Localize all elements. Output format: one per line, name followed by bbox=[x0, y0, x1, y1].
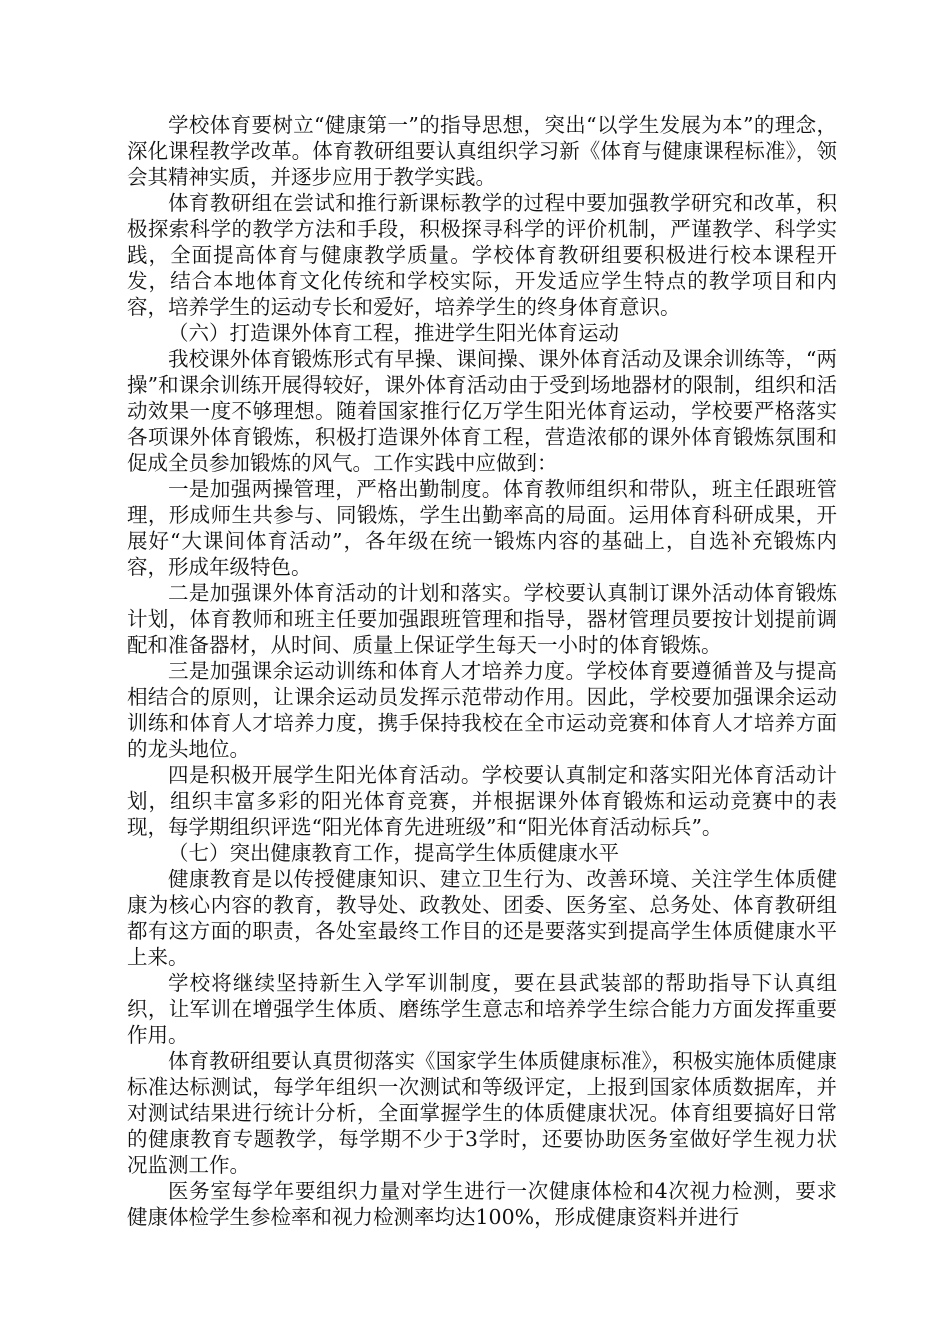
paragraph-health-education: 健康教育是以传授健康知识、建立卫生行为、改善环境、关注学生体质健康为核心内容的教育，教导处、政教处、团委、医务室、总务处、体育教研组都有这方面的职责，各处室最终工作目的还是要落实到提高学生体质健康水平上来。 bbox=[127, 867, 837, 969]
paragraph-curriculum-reform: 体育教研组在尝试和推行新课标教学的过程中要加强教学研究和改革，积极探索科学的教学方法和手段，积极探寻科学的评价机制，严谨教学、科学实践，全面提高体育与健康教学质量。学校体育教研组要积极进行校本课程开发，结合本地体育文化传统和学校实际，开发适应学生特点的教学项目和内容，培养学生的运动专长和爱好，培养学生的终身体育意识。 bbox=[127, 191, 837, 319]
paragraph-point-one: 一是加强两操管理，严格出勤制度。体育教师组织和带队，班主任跟班管理，形成师生共参与、同锻炼，学生出勤率高的局面。运用体育科研成果，开展好“大课间体育活动”，各年级在统一锻炼内容的基础上，自选补充锻炼内容，形成年级特色。 bbox=[127, 477, 837, 579]
paragraph-point-three: 三是加强课余运动训练和体育人才培养力度。学校体育要遵循普及与提高相结合的原则，让课余运动员发挥示范带动作用。因此，学校要加强课余运动训练和体育人才培养力度，携手保持我校在全市运动竞赛和体育人才培养方面的龙头地位。 bbox=[127, 659, 837, 761]
paragraph-medical-checkup: 医务室每学年要组织力量对学生进行一次健康体检和4次视力检测，要求健康体检学生参检率和视力检测率均达100%，形成健康资料并进行 bbox=[127, 1179, 837, 1229]
paragraph-extracurricular: 我校课外体育锻炼形式有早操、课间操、课外体育活动及课余训练等，“两操”和课余训练开展得较好，课外体育活动由于受到场地器材的限制，组织和活动效果一度不够理想。随着国家推行亿万学生阳光体育运动，学校要严格落实各项课外体育锻炼，积极打造课外体育工程，营造浓郁的课外体育锻炼氛围和促成全员参加锻炼的风气。工作实践中应做到： bbox=[127, 347, 837, 475]
section-heading-seven: （七）突出健康教育工作，提高学生体质健康水平 bbox=[168, 841, 619, 865]
paragraph-military-training: 学校将继续坚持新生入学军训制度，要在县武装部的帮助指导下认真组织，让军训在增强学生体质、磨练学生意志和培养学生综合能力方面发挥重要作用。 bbox=[127, 971, 837, 1047]
document-body bbox=[127, 112, 837, 1230]
paragraph-point-two: 二是加强课外体育活动的计划和落实。学校要认真制订课外活动体育锻炼计划，体育教师和班主任要加强跟班管理和指导，器材管理员要按计划提前调配和准备器材，从时间、质量上保证学生每天一小时的体育锻炼。 bbox=[127, 581, 837, 657]
paragraph-point-four: 四是积极开展学生阳光体育活动。学校要认真制定和落实阳光体育活动计划，组织丰富多彩的阳光体育竞赛，并根据课外体育锻炼和运动竞赛中的表现，每学期组织评选“阳光体育先进班级”和“阳光体育活动标兵”。 bbox=[127, 763, 837, 839]
paragraph-fitness-standard: 体育教研组要认真贯彻落实《国家学生体质健康标准》，积极实施体质健康标准达标测试，每学年组织一次测试和等级评定，上报到国家体质数据库，并对测试结果进行统计分析，全面掌握学生的体质健康状况。体育组要搞好日常的健康教育专题教学，每学期不少于3学时，还要协助医务室做好学生视力状况监测工作。 bbox=[127, 1049, 837, 1177]
paragraph-guiding-ideology: 学校体育要树立“健康第一”的指导思想，突出“以学生发展为本”的理念，深化课程教学改革。体育教研组要认真组织学习新《体育与健康课程标准》，领会其精神实质，并逐步应用于教学实践。 bbox=[127, 113, 837, 189]
section-heading-six: （六）打造课外体育工程，推进学生阳光体育运动 bbox=[168, 321, 619, 345]
